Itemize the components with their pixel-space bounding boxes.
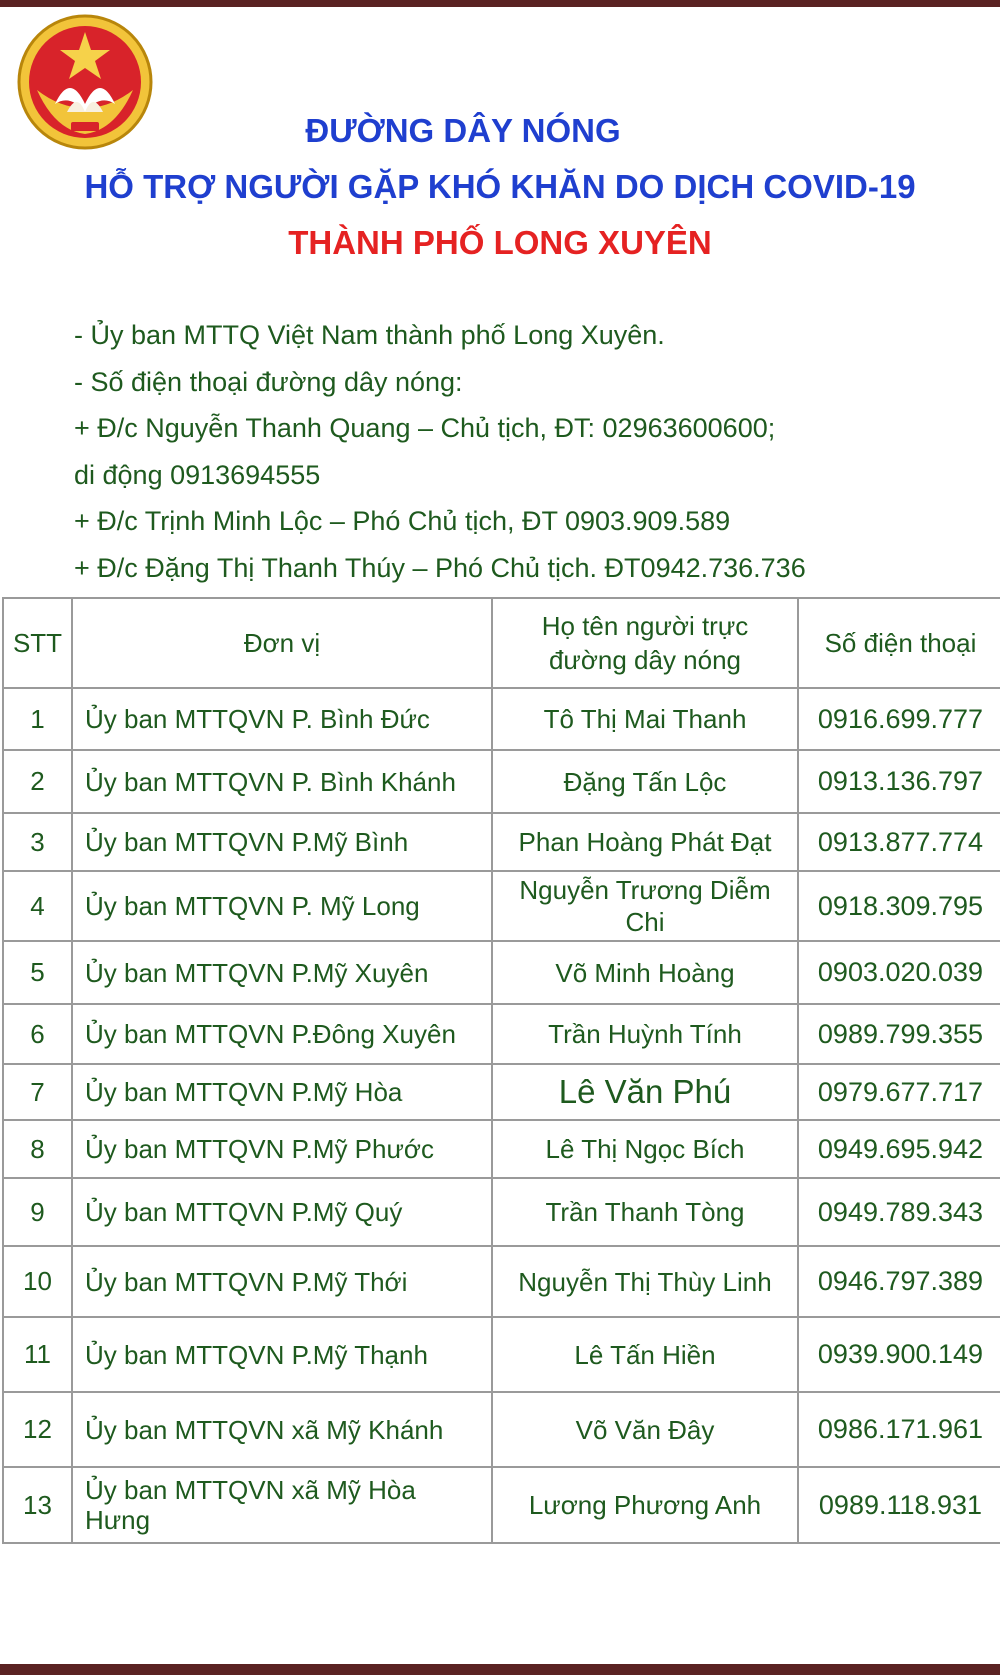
row-phone: 0986.171.961 xyxy=(798,1392,1000,1467)
row-stt: 5 xyxy=(3,941,72,1004)
row-phone: 0913.877.774 xyxy=(798,813,1000,871)
support-subtitle: HỖ TRỢ NGƯỜI GẶP KHÓ KHĂN DO DỊCH COVID-19 xyxy=(84,168,916,205)
row-stt: 3 xyxy=(3,813,72,871)
row-phone: 0918.309.795 xyxy=(798,871,1000,941)
row-person: Đặng Tấn Lộc xyxy=(492,750,798,813)
header-person-label: Họ tên người trực đường dây nóng xyxy=(541,611,749,675)
table-header-row xyxy=(3,598,1000,688)
row-stt: 10 xyxy=(3,1246,72,1317)
row-stt: 2 xyxy=(3,750,72,813)
row-unit: Ủy ban MTTQVN P.Mỹ Phước xyxy=(72,1120,492,1178)
row-phone: 0989.799.355 xyxy=(798,1004,1000,1064)
info-line: + Đ/c Trịnh Minh Lộc – Phó Chủ tịch, ĐT 0903.909.589 xyxy=(74,506,731,536)
table-row xyxy=(3,813,1000,871)
header-person xyxy=(492,598,798,688)
hotline-table xyxy=(2,597,1000,1544)
row-phone: 0913.136.797 xyxy=(798,750,1000,813)
row-stt: 6 xyxy=(3,1004,72,1064)
info-line: + Đ/c Đặng Thị Thanh Thúy – Phó Chủ tịch. ĐT0942.736.736 xyxy=(74,552,806,583)
row-phone: 0949.789.343 xyxy=(798,1178,1000,1246)
row-phone: 0903.020.039 xyxy=(798,941,1000,1004)
row-person: Trần Thanh Tòng xyxy=(492,1178,798,1246)
row-stt: 11 xyxy=(3,1317,72,1392)
table-row xyxy=(3,1004,1000,1064)
row-unit: Ủy ban MTTQVN P.Mỹ Quý xyxy=(72,1178,492,1246)
top-border-bar xyxy=(0,0,1000,7)
row-stt: 1 xyxy=(3,688,72,750)
row-phone: 0949.695.942 xyxy=(798,1120,1000,1178)
row-unit: Ủy ban MTTQVN P.Mỹ Thạnh xyxy=(72,1317,492,1392)
info-line: - Ủy ban MTTQ Việt Nam thành phố Long Xuyên. xyxy=(74,320,665,350)
hotline-title: ĐƯỜNG DÂY NÓNG xyxy=(305,112,621,149)
info-line: - Số điện thoại đường dây nóng: xyxy=(74,366,463,397)
row-phone: 0916.699.777 xyxy=(798,688,1000,750)
table-row xyxy=(3,1064,1000,1120)
table-row xyxy=(3,1178,1000,1246)
table-row xyxy=(3,1317,1000,1392)
info-line: + Đ/c Nguyễn Thanh Quang – Chủ tịch, ĐT: 02963600600; xyxy=(74,413,776,443)
row-person-name: Nguyễn Trương Diễm Chi xyxy=(519,875,771,937)
table-row xyxy=(3,871,1000,941)
row-stt: 7 xyxy=(3,1064,72,1120)
row-phone: 0989.118.931 xyxy=(798,1467,1000,1543)
table-row xyxy=(3,750,1000,813)
table-row xyxy=(3,688,1000,750)
row-stt: 12 xyxy=(3,1392,72,1467)
table-row xyxy=(3,1467,1000,1543)
table-row xyxy=(3,1392,1000,1467)
row-phone: 0979.677.717 xyxy=(798,1064,1000,1120)
table-row xyxy=(3,941,1000,1004)
info-line: di động 0913694555 xyxy=(74,459,321,490)
row-unit: Ủy ban MTTQVN xã Mỹ Khánh xyxy=(72,1392,492,1467)
row-person: Lê Thị Ngọc Bích xyxy=(492,1120,798,1178)
row-person xyxy=(492,871,798,941)
row-stt: 9 xyxy=(3,1178,72,1246)
row-person: Lê Văn Phú xyxy=(492,1064,798,1120)
row-unit: Ủy ban MTTQVN P.Mỹ Hòa xyxy=(72,1064,492,1120)
row-person: Võ Văn Đây xyxy=(492,1392,798,1467)
row-stt: 4 xyxy=(3,871,72,941)
row-unit: Ủy ban MTTQVN P. Bình Đức xyxy=(72,688,492,750)
row-person: Võ Minh Hoàng xyxy=(492,941,798,1004)
row-person: Phan Hoàng Phát Đạt xyxy=(492,813,798,871)
row-unit: Ủy ban MTTQVN P.Mỹ Bình xyxy=(72,813,492,871)
row-unit: Ủy ban MTTQVN P.Mỹ Xuyên xyxy=(72,941,492,1004)
row-unit: Ủy ban MTTQVN P.Đông Xuyên xyxy=(72,1004,492,1064)
table-row xyxy=(3,1120,1000,1178)
row-phone: 0946.797.389 xyxy=(798,1246,1000,1317)
header-unit: Đơn vị xyxy=(72,598,492,688)
row-stt: 13 xyxy=(3,1467,72,1543)
header-phone: Số điện thoại xyxy=(798,598,1000,688)
row-person: Lương Phương Anh xyxy=(492,1467,798,1543)
row-unit: Ủy ban MTTQVN P. Mỹ Long xyxy=(72,871,492,941)
contact-info-block xyxy=(74,312,974,591)
row-person: Lê Tấn Hiền xyxy=(492,1317,798,1392)
table-row xyxy=(3,1246,1000,1317)
header-stt: STT xyxy=(3,598,72,688)
row-phone: 0939.900.149 xyxy=(798,1317,1000,1392)
city-title: THÀNH PHỐ LONG XUYÊN xyxy=(288,224,712,261)
row-unit: Ủy ban MTTQVN xã Mỹ Hòa Hưng xyxy=(72,1467,492,1543)
row-unit: Ủy ban MTTQVN P. Bình Khánh xyxy=(72,750,492,813)
row-unit: Ủy ban MTTQVN P.Mỹ Thới xyxy=(72,1246,492,1317)
bottom-border-bar xyxy=(0,1664,1000,1675)
row-person: Nguyễn Thị Thùy Linh xyxy=(492,1246,798,1317)
row-person: Tô Thị Mai Thanh xyxy=(492,688,798,750)
row-person: Trần Huỳnh Tính xyxy=(492,1004,798,1064)
row-stt: 8 xyxy=(3,1120,72,1178)
